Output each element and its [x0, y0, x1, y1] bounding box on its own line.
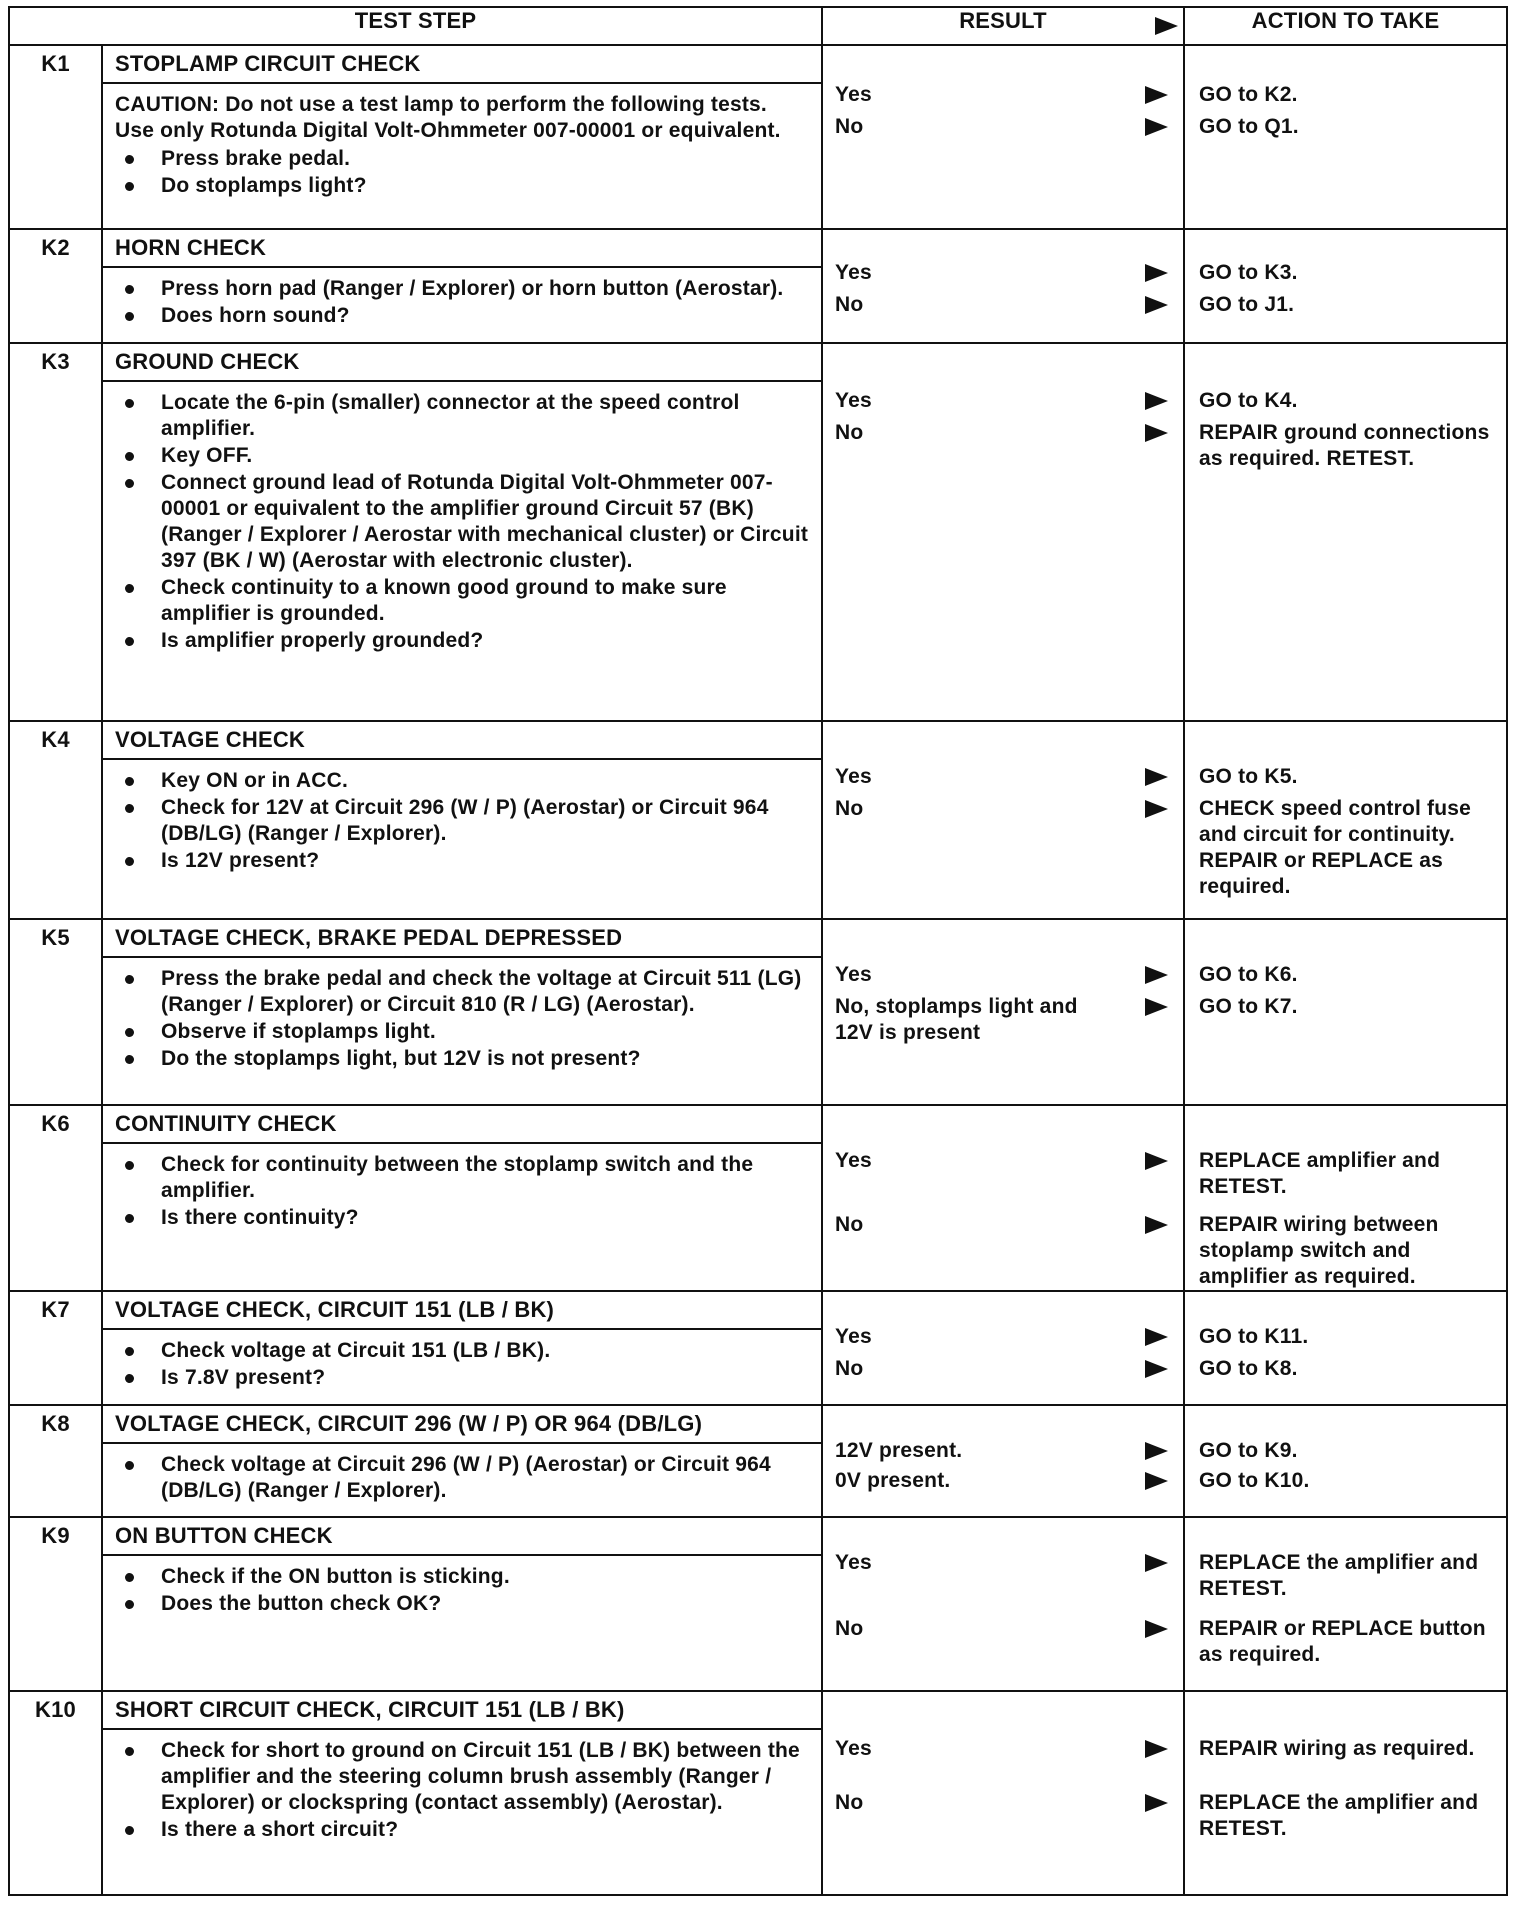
step-title-cell: [102, 919, 822, 957]
step-body: [103, 1730, 821, 1850]
bullet-list: [115, 966, 811, 1072]
result-text: Yes: [835, 1737, 872, 1760]
action-text: GO to K10.: [1199, 1469, 1310, 1492]
result-item: [823, 962, 1183, 988]
step-body-cell: [102, 83, 822, 229]
step-id: K4: [41, 727, 70, 752]
action-text: GO to Q1.: [1199, 115, 1299, 138]
bullet-item: [115, 966, 811, 1018]
step-k4-title-row: [9, 721, 1507, 759]
step-title-cell: [102, 229, 822, 267]
step-body-cell: [102, 957, 822, 1105]
bullet-icon: [125, 637, 134, 646]
result-item: [823, 1616, 1183, 1642]
result-cell: [822, 919, 1184, 1105]
result-cell: [822, 721, 1184, 919]
step-body: [103, 84, 821, 206]
step-title-cell: [102, 1691, 822, 1729]
result-cell: [822, 1405, 1184, 1517]
bullet-icon: [125, 155, 134, 164]
action-cell: [1184, 1517, 1507, 1691]
result-text: Yes: [835, 83, 872, 106]
step-id: K1: [41, 51, 70, 76]
result-text: No: [835, 1357, 864, 1380]
bullet-text: Check if the ON button is sticking.: [161, 1565, 510, 1588]
step-k9-title-row: [9, 1517, 1507, 1555]
bullet-list: [115, 1564, 811, 1617]
result-text: Yes: [835, 963, 872, 986]
result-text: Yes: [835, 765, 872, 788]
arrow-right-icon: [1143, 1215, 1169, 1235]
step-body: [103, 958, 821, 1079]
step-k5-title-row: [9, 919, 1507, 957]
result-item: [823, 1438, 1183, 1464]
bullet-text: Check for continuity between the stoplamp switch and the amplifier.: [161, 1153, 754, 1202]
step-title-cell: [102, 721, 822, 759]
action-text: CHECK speed control fuse and circuit for continuity. REPAIR or REPLACE as required.: [1199, 797, 1472, 898]
bullet-list: [115, 768, 811, 874]
arrow-right-icon: [1143, 391, 1169, 411]
result-cell: [822, 1691, 1184, 1895]
step-title-cell: [102, 1405, 822, 1443]
result-text: Yes: [835, 1325, 872, 1348]
result-item: [823, 292, 1183, 318]
step-body-cell: [102, 1143, 822, 1291]
bullet-item: [115, 1452, 811, 1504]
action-cell: [1184, 343, 1507, 721]
bullet-list: [115, 1338, 811, 1391]
bullet-text: Press horn pad (Ranger / Explorer) or horn button (Aerostar).: [161, 277, 784, 300]
step-title: CONTINUITY CHECK: [115, 1111, 337, 1136]
step-title-cell: [102, 1105, 822, 1143]
bullet-text: Is 12V present?: [161, 849, 320, 872]
result-text: No: [835, 1791, 864, 1814]
step-id: K2: [41, 235, 70, 260]
bullet-item: [115, 173, 811, 199]
step-id-cell: [9, 1691, 102, 1895]
step-body: [103, 382, 821, 661]
bullet-text: Is amplifier properly grounded?: [161, 629, 484, 652]
arrow-right-icon: [1143, 1553, 1169, 1573]
bullet-item: [115, 1152, 811, 1204]
header-result: [822, 7, 1184, 45]
bullet-icon: [125, 1161, 134, 1170]
step-title: VOLTAGE CHECK, CIRCUIT 296 (W / P) OR 964 (DB/LG): [115, 1411, 703, 1436]
result-cell: [822, 1105, 1184, 1291]
bullet-icon: [125, 1826, 134, 1835]
result-text: No: [835, 293, 864, 316]
result-cell: [822, 343, 1184, 721]
step-k10-title-row: [9, 1691, 1507, 1729]
step-k3-title-row: [9, 343, 1507, 381]
arrow-right-icon: [1143, 965, 1169, 985]
step-body-cell: [102, 1443, 822, 1517]
result-text: No, stoplamps light and 12V is present: [835, 995, 1078, 1044]
action-text: REPLACE amplifier and RETEST.: [1199, 1149, 1441, 1198]
arrow-right-icon: [1143, 1327, 1169, 1347]
bullet-icon: [125, 452, 134, 461]
action-text: GO to K4.: [1199, 389, 1298, 412]
step-title-cell: [102, 343, 822, 381]
result-text: No: [835, 797, 864, 820]
result-item: [823, 82, 1183, 108]
bullet-text: Press brake pedal.: [161, 147, 351, 170]
diagnostic-table: [8, 6, 1508, 1896]
arrow-right-icon: [1143, 1739, 1169, 1759]
step-k8-title-row: [9, 1405, 1507, 1443]
bullet-text: Check for 12V at Circuit 296 (W / P) (Aerostar) or Circuit 964 (DB/LG) (Ranger / Explorer).: [161, 796, 769, 845]
action-text: REPLACE the amplifier and RETEST.: [1199, 1791, 1479, 1840]
action-text: REPAIR wiring as required.: [1199, 1737, 1475, 1760]
result-text: No: [835, 421, 864, 444]
step-k2-title-row: [9, 229, 1507, 267]
step-body-cell: [102, 1729, 822, 1895]
step-id-cell: [9, 1517, 102, 1691]
arrow-right-icon: [1143, 1471, 1169, 1491]
step-k6-title-row: [9, 1105, 1507, 1143]
step-title-cell: [102, 45, 822, 83]
bullet-list: [115, 276, 811, 329]
step-body: [103, 760, 821, 881]
bullet-item: [115, 848, 811, 874]
result-item: [823, 1324, 1183, 1350]
bullet-text: Connect ground lead of Rotunda Digital Volt-Ohmmeter 007-00001 or equivalent to the amplifier ground Circuit 57 (BK) (Ranger / Explorer / Aerostar with mechanical cluster) or Circuit 397 (BK / W) (Aerostar with electronic cluster).: [161, 471, 809, 572]
step-id: K8: [41, 1411, 70, 1436]
step-body: [103, 268, 821, 336]
bullet-item: [115, 1205, 811, 1231]
step-k1-title-row: [9, 45, 1507, 83]
result-cell: [822, 229, 1184, 343]
result-text: Yes: [835, 389, 872, 412]
step-body-cell: [102, 267, 822, 343]
caution-note: CAUTION: Do not use a test lamp to perform the following tests. Use only Rotunda Digital Volt-Ohmmeter 007-00001 or equivalent.: [115, 93, 781, 142]
bullet-item: [115, 146, 811, 172]
bullet-text: Do the stoplamps light, but 12V is not present?: [161, 1047, 641, 1070]
action-text: GO to K7.: [1199, 995, 1298, 1018]
result-item: [823, 114, 1183, 140]
action-text: GO to K11.: [1199, 1325, 1309, 1348]
step-title-cell: [102, 1291, 822, 1329]
bullet-icon: [125, 584, 134, 593]
step-title: VOLTAGE CHECK, BRAKE PEDAL DEPRESSED: [115, 925, 623, 950]
bullet-text: Does the button check OK?: [161, 1592, 442, 1615]
bullet-icon: [125, 857, 134, 866]
action-cell: [1184, 1405, 1507, 1517]
bullet-list: [115, 1738, 811, 1843]
bullet-icon: [125, 285, 134, 294]
step-id: K3: [41, 349, 70, 374]
result-item: [823, 260, 1183, 286]
bullet-icon: [125, 1600, 134, 1609]
action-cell: [1184, 45, 1507, 229]
bullet-item: [115, 1019, 811, 1045]
step-id-cell: [9, 919, 102, 1105]
step-body: [103, 1330, 821, 1398]
arrow-right-icon: [1143, 1441, 1169, 1461]
result-text: Yes: [835, 261, 872, 284]
step-body: [103, 1556, 821, 1624]
step-body-cell: [102, 381, 822, 721]
header-result-label: RESULT: [959, 8, 1047, 33]
arrow-right-icon: [1153, 16, 1179, 36]
step-id-cell: [9, 1105, 102, 1291]
step-title-cell: [102, 1517, 822, 1555]
step-id-cell: [9, 343, 102, 721]
bullet-icon: [125, 1055, 134, 1064]
result-item: [823, 420, 1183, 446]
bullet-text: Observe if stoplamps light.: [161, 1020, 436, 1043]
arrow-right-icon: [1143, 117, 1169, 137]
bullet-icon: [125, 399, 134, 408]
result-item: [823, 388, 1183, 414]
arrow-right-icon: [1143, 997, 1169, 1017]
bullet-icon: [125, 1573, 134, 1582]
header-test-step: TEST STEP: [9, 7, 822, 45]
step-id-cell: [9, 1291, 102, 1405]
bullet-text: Press the brake pedal and check the voltage at Circuit 511 (LG) (Ranger / Explorer) or Circuit 810 (R / LG) (Aerostar).: [161, 967, 802, 1016]
action-text: GO to K9.: [1199, 1439, 1298, 1462]
action-text: REPLACE the amplifier and RETEST.: [1199, 1551, 1479, 1600]
bullet-icon: [125, 312, 134, 321]
step-id-cell: [9, 1405, 102, 1517]
bullet-item: [115, 1365, 811, 1391]
step-body-cell: [102, 1555, 822, 1691]
action-text: GO to K2.: [1199, 83, 1298, 106]
step-body: [103, 1444, 821, 1511]
step-title: ON BUTTON CHECK: [115, 1523, 333, 1548]
step-title: SHORT CIRCUIT CHECK, CIRCUIT 151 (LB / BK): [115, 1697, 625, 1722]
bullet-text: Check for short to ground on Circuit 151 (LB / BK) between the amplifier and the steering column brush assembly (Ranger / Explorer) or clockspring (contact assembly) (Aerostar).: [161, 1739, 800, 1814]
bullet-item: [115, 303, 811, 329]
step-title: STOPLAMP CIRCUIT CHECK: [115, 51, 421, 76]
result-item: [823, 1790, 1183, 1816]
step-id: K9: [41, 1523, 70, 1548]
bullet-item: [115, 575, 811, 627]
bullet-text: Is there a short circuit?: [161, 1818, 399, 1841]
bullet-item: [115, 628, 811, 654]
bullet-icon: [125, 1028, 134, 1037]
step-title: HORN CHECK: [115, 235, 267, 260]
result-cell: [822, 45, 1184, 229]
result-text: No: [835, 1213, 864, 1236]
bullet-icon: [125, 804, 134, 813]
result-text: 12V present.: [835, 1439, 963, 1462]
action-cell: [1184, 1291, 1507, 1405]
action-cell: [1184, 919, 1507, 1105]
action-text: GO to K8.: [1199, 1357, 1298, 1380]
action-text: GO to K3.: [1199, 261, 1298, 284]
bullet-list: [115, 390, 811, 654]
arrow-right-icon: [1143, 423, 1169, 443]
action-text: GO to J1.: [1199, 293, 1295, 316]
result-item: [823, 1356, 1183, 1382]
result-item: [823, 1736, 1183, 1762]
action-cell: [1184, 1105, 1507, 1291]
result-item: [823, 1148, 1183, 1174]
result-item: [823, 994, 1183, 1046]
action-text: REPAIR or REPLACE button as required.: [1199, 1617, 1486, 1666]
bullet-text: Key ON or in ACC.: [161, 769, 348, 792]
step-title: VOLTAGE CHECK: [115, 727, 306, 752]
bullet-item: [115, 443, 811, 469]
result-text: Yes: [835, 1149, 872, 1172]
bullet-item: [115, 470, 811, 574]
result-item: [823, 1550, 1183, 1576]
bullet-text: Do stoplamps light?: [161, 174, 367, 197]
result-text: No: [835, 115, 864, 138]
header-row: [9, 7, 1507, 45]
step-id: K10: [35, 1697, 76, 1722]
bullet-item: [115, 768, 811, 794]
bullet-text: Locate the 6-pin (smaller) connector at the speed control amplifier.: [161, 391, 740, 440]
step-id: K6: [41, 1111, 70, 1136]
bullet-text: Check voltage at Circuit 151 (LB / BK).: [161, 1339, 551, 1362]
bullet-item: [115, 1338, 811, 1364]
step-id-cell: [9, 229, 102, 343]
arrow-right-icon: [1143, 1793, 1169, 1813]
arrow-right-icon: [1143, 1359, 1169, 1379]
arrow-right-icon: [1143, 799, 1169, 819]
step-id-cell: [9, 721, 102, 919]
action-cell: [1184, 721, 1507, 919]
bullet-item: [115, 1564, 811, 1590]
bullet-list: [115, 1152, 811, 1231]
bullet-icon: [125, 479, 134, 488]
bullet-item: [115, 1817, 811, 1843]
bullet-text: Check voltage at Circuit 296 (W / P) (Aerostar) or Circuit 964 (DB/LG) (Ranger / Explorer).: [161, 1453, 771, 1502]
bullet-item: [115, 795, 811, 847]
result-item: [823, 1468, 1183, 1494]
bullet-item: [115, 1046, 811, 1072]
arrow-right-icon: [1143, 1619, 1169, 1639]
bullet-icon: [125, 1374, 134, 1383]
bullet-item: [115, 1738, 811, 1816]
bullet-text: Key OFF.: [161, 444, 253, 467]
header-action: ACTION TO TAKE: [1184, 7, 1507, 45]
arrow-right-icon: [1143, 1151, 1169, 1171]
step-body-cell: [102, 1329, 822, 1405]
action-text: GO to K5.: [1199, 765, 1298, 788]
result-text: Yes: [835, 1551, 872, 1574]
step-id: K7: [41, 1297, 70, 1322]
bullet-icon: [125, 975, 134, 984]
action-cell: [1184, 1691, 1507, 1895]
bullet-icon: [125, 1347, 134, 1356]
result-cell: [822, 1291, 1184, 1405]
bullet-icon: [125, 1214, 134, 1223]
action-text: REPAIR ground connections as required. RETEST.: [1199, 421, 1490, 470]
action-text: REPAIR wiring between stoplamp switch and amplifier as required.: [1199, 1213, 1439, 1288]
arrow-right-icon: [1143, 767, 1169, 787]
step-title: GROUND CHECK: [115, 349, 300, 374]
bullet-icon: [125, 1747, 134, 1756]
action-cell: [1184, 229, 1507, 343]
result-item: [823, 1212, 1183, 1238]
bullet-item: [115, 276, 811, 302]
arrow-right-icon: [1143, 295, 1169, 315]
bullet-icon: [125, 1461, 134, 1470]
step-id-cell: [9, 45, 102, 229]
bullet-text: Is there continuity?: [161, 1206, 359, 1229]
result-item: [823, 796, 1183, 822]
result-item: [823, 764, 1183, 790]
bullet-text: Does horn sound?: [161, 304, 350, 327]
bullet-icon: [125, 182, 134, 191]
bullet-item: [115, 390, 811, 442]
arrow-right-icon: [1143, 85, 1169, 105]
step-body-cell: [102, 759, 822, 919]
bullet-item: [115, 1591, 811, 1617]
result-cell: [822, 1517, 1184, 1691]
result-text: No: [835, 1617, 864, 1640]
step-id: K5: [41, 925, 70, 950]
bullet-text: Check continuity to a known good ground to make sure amplifier is grounded.: [161, 576, 727, 625]
step-k7-title-row: [9, 1291, 1507, 1329]
bullet-list: [115, 1452, 811, 1504]
bullet-icon: [125, 777, 134, 786]
arrow-right-icon: [1143, 263, 1169, 283]
step-body: [103, 1144, 821, 1238]
bullet-list: [115, 146, 811, 199]
result-text: 0V present.: [835, 1469, 951, 1492]
action-text: GO to K6.: [1199, 963, 1298, 986]
bullet-text: Is 7.8V present?: [161, 1366, 326, 1389]
step-title: VOLTAGE CHECK, CIRCUIT 151 (LB / BK): [115, 1297, 555, 1322]
